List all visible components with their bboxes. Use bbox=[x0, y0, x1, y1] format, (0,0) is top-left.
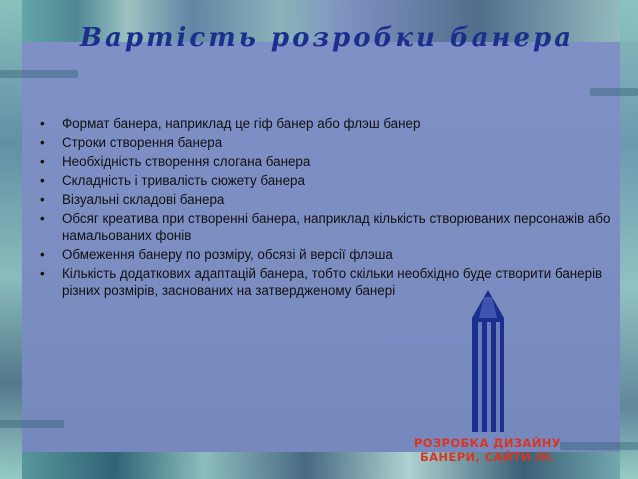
decorative-stripe bbox=[0, 70, 78, 78]
logo-line-2: БАНЕРИ, САЙТИ ІН. bbox=[419, 450, 556, 464]
pencil-stripe bbox=[496, 322, 500, 432]
decorative-stripe bbox=[0, 420, 64, 428]
bullet-text: Складність і тривалість сюжету банера bbox=[62, 173, 305, 188]
bullet-marker: • bbox=[40, 192, 45, 207]
pencil-stripe bbox=[487, 322, 491, 432]
bullet-marker: • bbox=[40, 247, 45, 262]
bullet-item bbox=[40, 115, 615, 132]
bullet-item bbox=[40, 134, 615, 151]
bullet-text: Кількість додаткових адаптацій банера, тобто скільки необхідно буде створити банерів різних розмірів, заснованих на затвердженому банері bbox=[62, 266, 603, 298]
bullet-item bbox=[40, 172, 615, 189]
bullet-marker: • bbox=[40, 116, 45, 131]
right-decorative-band bbox=[620, 0, 638, 479]
pencil-logo-icon bbox=[464, 290, 512, 432]
decorative-stripe bbox=[590, 88, 638, 96]
bullet-text: Обмеження банеру по розміру, обсязі й версії флэша bbox=[62, 247, 393, 262]
bullet-text: Формат банера, наприклад це гіф банер або флэш банер bbox=[62, 116, 421, 131]
bullet-marker: • bbox=[40, 173, 45, 188]
bullet-text: Необхідність створення слогана банера bbox=[62, 154, 311, 169]
bullet-text: Строки створення банера bbox=[62, 135, 223, 150]
bullet-marker: • bbox=[40, 266, 45, 281]
bullet-marker: • bbox=[40, 135, 45, 150]
logo-line-1: РОЗРОБКА ДИЗАЙНУ bbox=[413, 436, 562, 450]
pencil-tip-highlight bbox=[479, 297, 497, 318]
pencil-stripe bbox=[478, 322, 482, 432]
bullet-marker: • bbox=[40, 154, 45, 169]
bullet-marker: • bbox=[40, 211, 45, 226]
bullet-list bbox=[40, 115, 615, 301]
slide-title: Вартість розробки банера bbox=[80, 23, 575, 53]
bullet-text: Візуальні складові банера bbox=[62, 192, 225, 207]
bullet-item bbox=[40, 153, 615, 170]
bullet-text: Обсяг креатива при створенні банера, наприклад кількість створюваних персонажів або намальованих фонів bbox=[62, 211, 611, 243]
logo-text bbox=[400, 436, 575, 464]
bullet-item bbox=[40, 210, 615, 244]
bullet-item bbox=[40, 246, 615, 263]
bullet-item bbox=[40, 191, 615, 208]
bullet-item bbox=[40, 265, 615, 299]
